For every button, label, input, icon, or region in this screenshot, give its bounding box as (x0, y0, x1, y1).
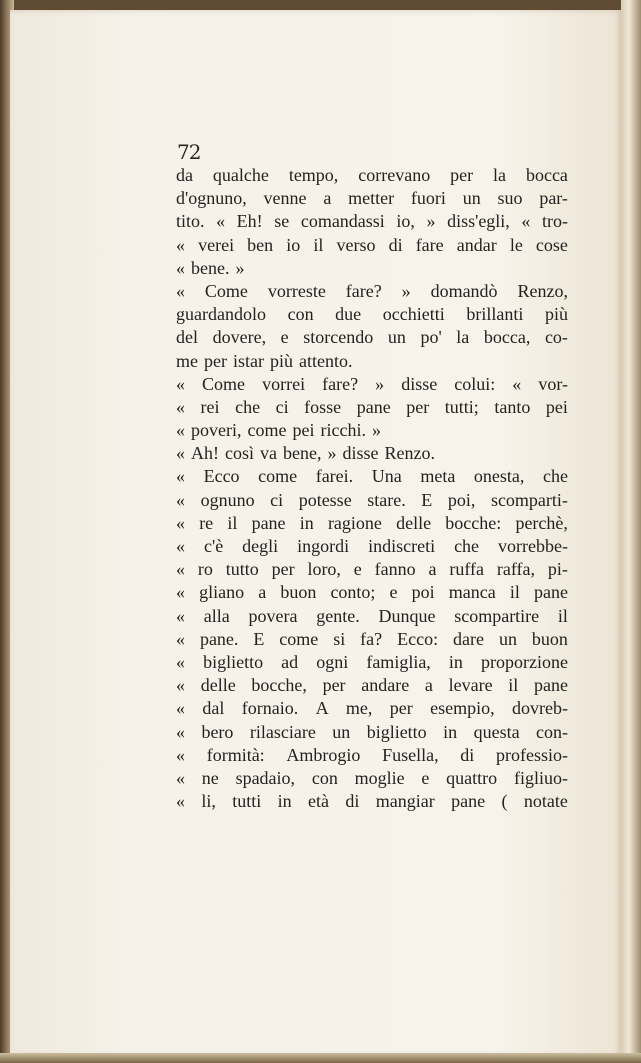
text-line: « formità: Ambrogio Fusella, di professio- (176, 744, 568, 765)
text-line: « bene. » (176, 257, 245, 278)
book-bottom-edge (0, 1053, 641, 1063)
text-line: « gliano a buon conto; e poi manca il pane (176, 582, 568, 603)
text-line: del dovere, e storcendo un po' la bocca, co- (176, 327, 568, 348)
page-text (176, 164, 568, 813)
text-line: da qualche tempo, correvano per la bocca (176, 165, 568, 185)
text-line: « delle bocche, per andare a levare il pane (176, 675, 568, 696)
text-line: « Come vorreste fare? » domandò Renzo, (176, 280, 568, 301)
text-line: « poveri, come pei ricchi. » (176, 420, 381, 441)
text-line: « Ecco come farei. Una meta onesta, che (176, 466, 568, 487)
text-line: « dal fornaio. A me, per esempio, dovreb- (176, 698, 568, 719)
page-number: 72 (177, 140, 201, 164)
text-line: « verei ben io il verso di fare andar le cose (176, 234, 568, 255)
text-line: « rei che ci fosse pane per tutti; tanto pei (176, 396, 568, 417)
text-line: guardandolo con due occhietti brillanti più (176, 304, 568, 325)
text-line: « ognuno ci potesse stare. E poi, scomparti- (176, 489, 568, 510)
text-line: « c'è degli ingordi indiscreti che vorrebbe- (176, 536, 568, 556)
text-line: « ne spadaio, con moglie e quattro figliuo- (176, 767, 568, 788)
text-line: « li, tutti in età di mangiar pane ( notate (176, 791, 568, 812)
text-line: me per istar più attento. (176, 350, 353, 371)
text-line: « Come vorrei fare? » disse colui: « vor- (176, 373, 568, 394)
text-line: tito. « Eh! se comandassi io, » diss'egli, « tro- (176, 211, 568, 232)
text-line: « Ah! così va bene, » disse Renzo. (176, 443, 435, 464)
text-line: d'ognuno, venne a metter fuori un suo par- (176, 188, 568, 209)
text-line: « ro tutto per loro, e fanno a ruffa raffa, pi- (176, 559, 568, 580)
text-line: « alla povera gente. Dunque scompartire il (176, 605, 568, 626)
text-line: « bero rilasciare un biglietto in questa con- (176, 721, 568, 742)
text-line: « pane. E come si fa? Ecco: dare un buon (176, 628, 568, 649)
text-line: « biglietto ad ogni famiglia, in proporzione (176, 651, 568, 672)
text-line: « re il pane in ragione delle bocche: perchè, (176, 512, 568, 533)
book-right-binding (621, 0, 641, 1063)
